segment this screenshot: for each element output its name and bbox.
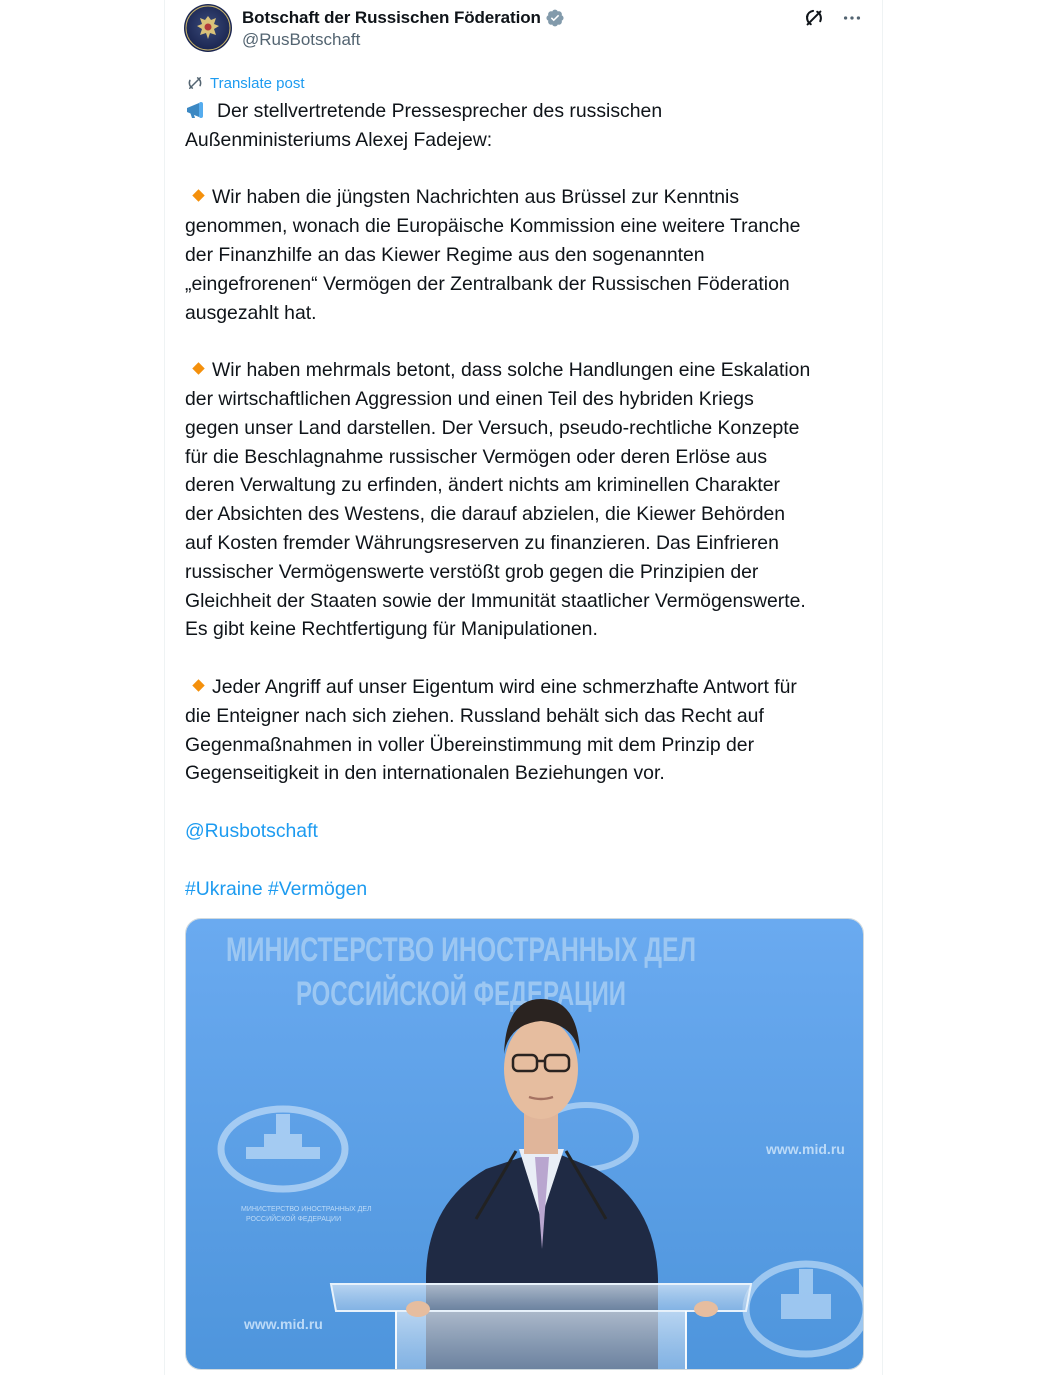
verified-badge-icon[interactable] xyxy=(545,8,565,28)
website-right: www.mid.ru xyxy=(766,1141,845,1157)
website-left: www.mid.ru xyxy=(244,1316,323,1332)
grok-icon[interactable] xyxy=(802,6,826,30)
hashtag-ukraine[interactable]: #Ukraine xyxy=(185,877,263,900)
more-options-icon[interactable] xyxy=(840,6,864,30)
paragraph-3: Jeder Angriff auf unser Eigentum wird eine schmerzhafte Antwort für die Enteigner nach sich ziehen. Russland behält sich das Recht auf Gegenmaßnahmen in voller Übereinstimmung mit dem Prinzip der Gegenseitigkeit in den internationalen Beziehungen vor. xyxy=(185,675,797,785)
paragraph-2: Wir haben mehrmals betont, dass solche Handlungen eine Eskalation der wirtschaftlichen Aggression und einen Teil des hybriden Kriegs gegen unser Land darstellen. Der Versuch, pseudo-rechtliche Konzepte für die Beschlagnahme russischer Vermögen oder deren Erlöse aus deren Verwaltung zu erfinden, ändert nichts am kriminellen Charakter der Absichten des Westens, die darauf abzielen, die Kiewer Behörden auf Kosten fremder Währungsreserven zu finanzieren. Das Einfrieren russischer Vermögenswerte verstößt grob gegen die Prinzipien der Gleichheit der Staaten sowie der Immunität staatlicher Vermögenswerte. Es gibt keine Rechtfertigung für Manipulationen. xyxy=(185,359,811,641)
post-header xyxy=(184,4,864,54)
post-image[interactable] xyxy=(185,918,864,1370)
intro-paragraph: Der stellvertretende Pressesprecher des russischen Außenministeriums Alexej Fadejew: xyxy=(185,100,663,151)
post-text xyxy=(185,97,875,903)
orange-diamond-icon xyxy=(192,362,204,374)
orange-diamond-icon xyxy=(192,679,204,691)
orange-diamond-icon xyxy=(192,190,204,202)
translate-post-link[interactable] xyxy=(186,74,305,92)
hashtag-vermoegen[interactable]: #Vermögen xyxy=(268,877,368,900)
backdrop-line-2: РОССИЙСКОЙ ФЕДЕРАЦИИ xyxy=(296,975,765,1013)
display-name[interactable]: Botschaft der Russischen Föderation xyxy=(242,8,541,27)
press-briefing-photo xyxy=(186,919,864,1370)
translate-label[interactable]: Translate post xyxy=(210,74,305,92)
mention-link[interactable]: @Rusbotschaft xyxy=(185,819,318,842)
post-card[interactable] xyxy=(164,0,883,1375)
svg-text:МИНИСТЕРСТВО ИНОСТРАННЫХ ДЕЛ: МИНИСТЕРСТВО ИНОСТРАННЫХ ДЕЛ xyxy=(241,1206,372,1213)
paragraph-1: Wir haben die jüngsten Nachrichten aus Brüssel zur Kenntnis genommen, wonach die Europäische Kommission eine weitere Tranche der Finanzhilfe an das Kiewer Regime aus den sogenannten „eingefrorenen“ Vermögen der Zentralbank der Russischen Föderation ausgezahlt hat. xyxy=(185,186,801,324)
backdrop-line-1: МИНИСТЕРСТВО ИНОСТРАННЫХ ДЕЛ xyxy=(226,931,696,969)
megaphone-icon xyxy=(185,100,211,120)
translate-icon xyxy=(186,74,204,92)
avatar[interactable] xyxy=(184,4,232,52)
svg-text:РОССИЙСКОЙ ФЕДЕРАЦИИ: РОССИЙСКОЙ ФЕДЕРАЦИИ xyxy=(246,1216,342,1223)
handle[interactable]: @RusBotschaft xyxy=(242,30,361,49)
